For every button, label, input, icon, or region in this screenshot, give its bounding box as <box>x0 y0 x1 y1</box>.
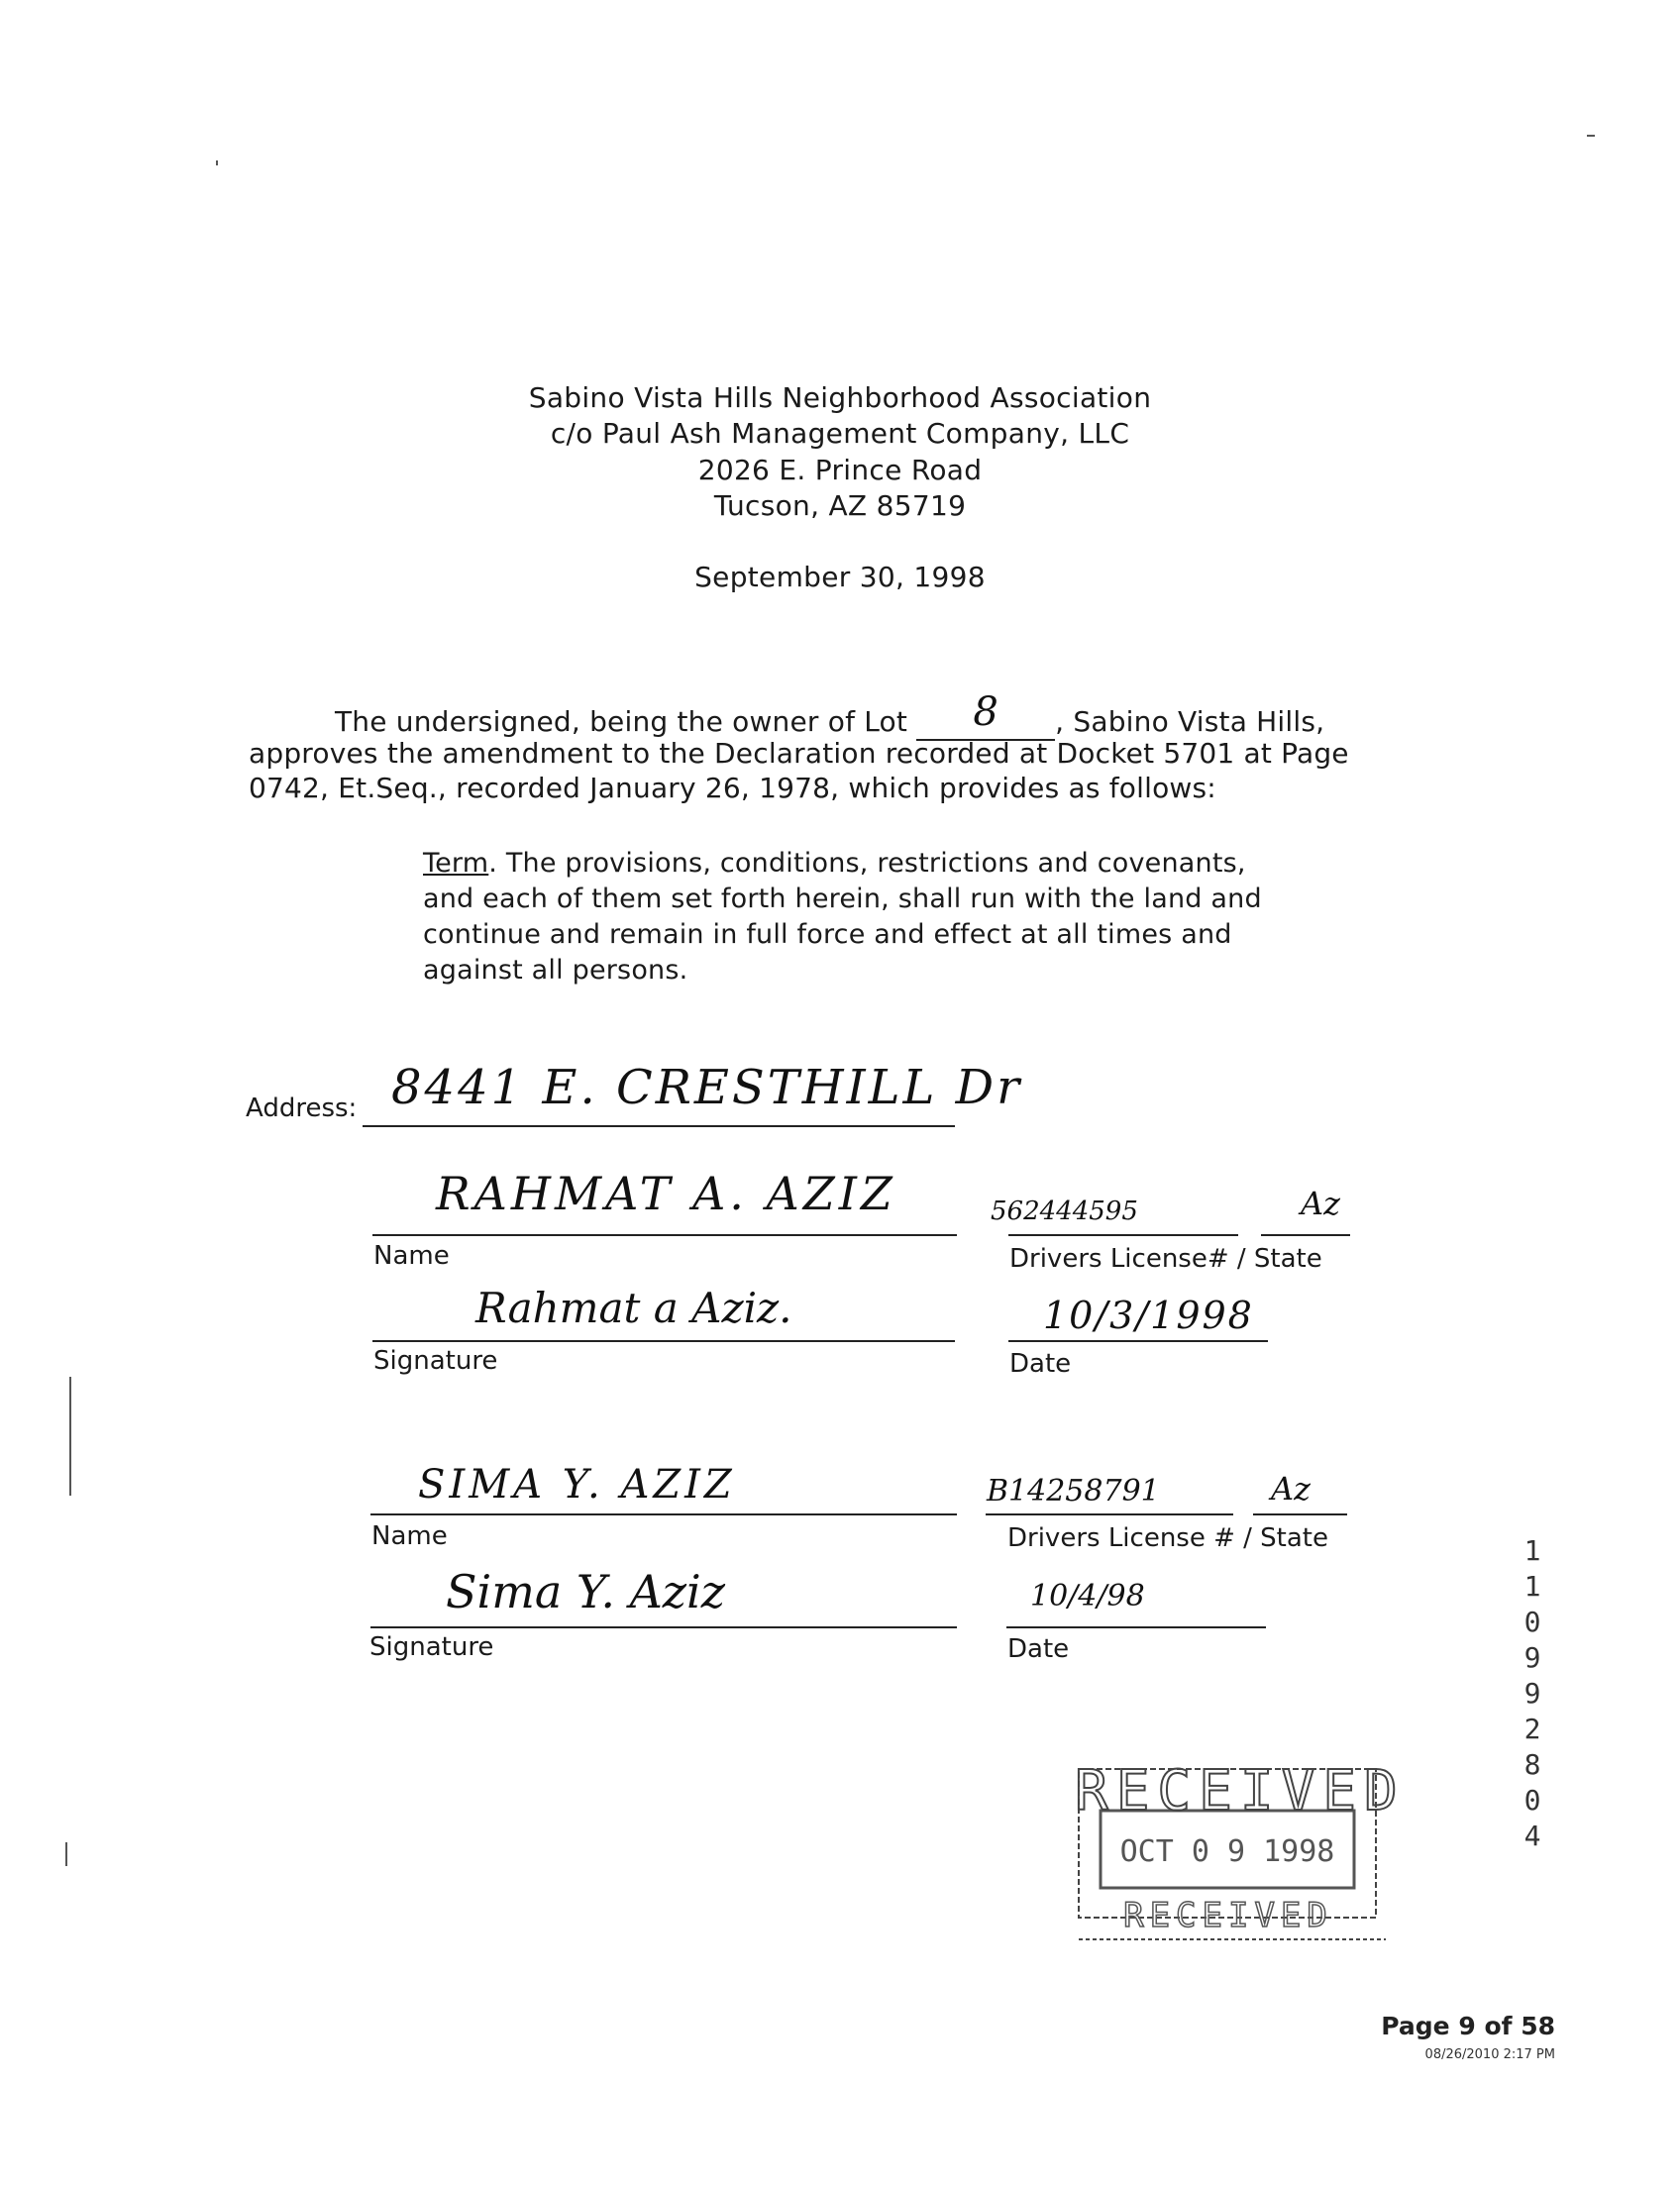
letterhead-org: Sabino Vista Hills Neighborhood Association <box>528 381 1152 414</box>
print-timestamp: 08/26/2010 2:17 PM <box>1424 2047 1555 2062</box>
scan-mark <box>69 1377 71 1496</box>
address-line <box>363 1125 955 1127</box>
owner2-name-value: SIMA Y. AZIZ <box>418 1462 736 1508</box>
letterhead-city: Tucson, AZ 85719 <box>713 489 967 522</box>
owner2-signature-label: Signature <box>369 1632 494 1662</box>
term-line-1 <box>423 846 1246 881</box>
page-number: Page 9 of 58 <box>1381 2012 1555 2040</box>
owner1-signature-line <box>372 1340 955 1342</box>
letterhead-care-of: c/o Paul Ash Management Company, LLC <box>550 417 1130 450</box>
letterhead-street: 2026 E. Prince Road <box>697 454 983 486</box>
term-line-3: continue and remain in full force and effect at all times and <box>423 919 1232 950</box>
received-stamp <box>1075 1753 1406 1951</box>
owner2-name-line <box>370 1513 957 1515</box>
lot-number: 8 <box>973 689 998 735</box>
owner1-license-line <box>1008 1234 1238 1236</box>
letter-date: September 30, 1998 <box>694 561 986 593</box>
owner2-name-label: Name <box>371 1521 448 1551</box>
stamp-date: OCT 0 9 1998 <box>1119 1834 1335 1869</box>
owner1-signature-label: Signature <box>373 1346 498 1376</box>
owner1-name-value: RAHMAT A. AZIZ <box>436 1167 896 1220</box>
owner1-signature: Rahmat a Aziz. <box>475 1284 792 1332</box>
owner2-license-line <box>986 1513 1233 1515</box>
stamp-footer-text: RECEIVED <box>1123 1896 1333 1935</box>
body-line-3: 0742, Et.Seq., recorded January 26, 1978, which provides as follows: <box>249 772 1216 804</box>
docket-number: 11099 2804 <box>1523 1534 1541 1852</box>
body-intro-end: , Sabino Vista Hills, <box>1055 705 1325 738</box>
term-line-2: and each of them set forth herein, shall run with the land and <box>423 884 1262 914</box>
scan-mark <box>65 1842 67 1866</box>
body-line-2: approves the amendment to the Declaration recorded at Docket 5701 at Page <box>249 737 1349 770</box>
owner2-license-value: B14258791 <box>987 1474 1160 1509</box>
term-line-4: against all persons. <box>423 955 688 986</box>
term-line-1-rest: . The provisions, conditions, restrictions and covenants, <box>488 848 1246 879</box>
owner1-name-label: Name <box>373 1241 450 1271</box>
owner1-name-line <box>372 1234 957 1236</box>
owner2-license-label: Drivers License # / State <box>1007 1523 1328 1553</box>
owner2-date-label: Date <box>1007 1634 1070 1664</box>
address-value: 8441 E. CRESTHILL Dr <box>391 1060 1023 1115</box>
owner1-date-line <box>1008 1340 1268 1342</box>
owner1-license-label: Drivers License# / State <box>1009 1244 1322 1274</box>
owner2-signature-line <box>370 1626 957 1628</box>
body-intro: The undersigned, being the owner of Lot <box>335 705 908 738</box>
scan-mark <box>1587 135 1595 137</box>
address-label: Address: <box>246 1094 358 1123</box>
owner1-state-value: Az <box>1301 1185 1340 1222</box>
owner1-license-value: 562444595 <box>991 1197 1138 1226</box>
lot-blank <box>916 689 1055 741</box>
owner2-state-value: Az <box>1271 1470 1311 1508</box>
term-heading: Term <box>423 848 489 879</box>
scan-mark <box>216 160 218 165</box>
owner1-date-value: 10/3/1998 <box>1043 1294 1254 1337</box>
owner1-state-line <box>1261 1234 1350 1236</box>
owner1-date-label: Date <box>1009 1349 1072 1379</box>
body-line-1 <box>335 689 1325 741</box>
owner2-date-line <box>1006 1626 1266 1628</box>
owner2-state-line <box>1253 1513 1347 1515</box>
owner2-signature: Sima Y. Aziz <box>446 1565 725 1618</box>
owner2-date-value: 10/4/98 <box>1030 1579 1145 1614</box>
stamp-title: RECEIVED <box>1075 1759 1406 1823</box>
